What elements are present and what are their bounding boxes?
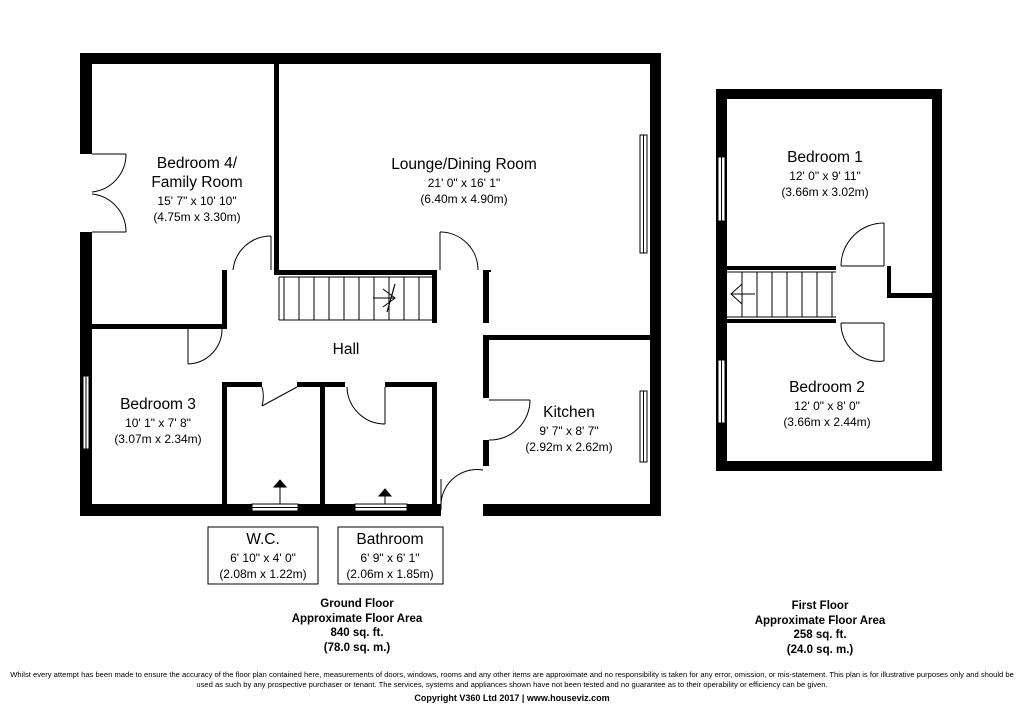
bedroom4-imperial: 15' 7" x 10' 10" <box>157 194 237 208</box>
kitchen-imperial: 9' 7" x 8' 7" <box>539 424 599 438</box>
copyright-text: Copyright V360 Ltd 2017 | www.houseviz.com <box>414 693 610 703</box>
bedroom2-name: Bedroom 2 <box>789 379 865 396</box>
bedroom1-imperial: 12' 0" x 9' 11" <box>789 169 861 183</box>
first-floor-sqm: (24.0 sq. m.) <box>786 643 854 656</box>
bedroom1-metric: (3.66m x 3.02m) <box>781 185 869 199</box>
ground-floor-stairs <box>279 277 432 320</box>
first-floor-area-label: Approximate Floor Area <box>754 614 886 627</box>
bathroom-imperial: 6' 9" x 6' 1" <box>360 551 420 565</box>
lounge-metric: (6.40m x 4.90m) <box>420 192 508 206</box>
bedroom1-name: Bedroom 1 <box>787 149 863 166</box>
bedroom4-name-line1: Bedroom 4/ <box>156 155 238 172</box>
wc-metric: (2.08m x 1.22m) <box>219 567 307 581</box>
bedroom2-metric: (3.66m x 2.44m) <box>783 415 871 429</box>
first-floor-doors <box>841 223 884 361</box>
ground-floor-doors <box>80 154 530 510</box>
ground-floor-summary <box>257 597 457 655</box>
bedroom3-metric: (3.07m x 2.34m) <box>114 432 202 446</box>
kitchen-name: Kitchen <box>543 404 595 421</box>
bathroom-metric: (2.06m x 1.85m) <box>346 567 434 581</box>
ground-floor-sqm: (78.0 sq. m.) <box>323 641 391 654</box>
ground-floor-area-label: Approximate Floor Area <box>291 612 423 625</box>
lounge-name: Lounge/Dining Room <box>391 156 537 173</box>
kitchen-metric: (2.92m x 2.62m) <box>525 440 613 454</box>
disclaimer-text: Whilst every attempt has been made to ensure the accuracy of the floor plan contained here, measurements of doors, windows, rooms and any other items are approximate and no responsibility is taken for any error, omission, or mis-statement. This plan is for illustrative purposes only and should be used as such by any prospective purchaser or tenant. The services, systems and appliances shown have not been tested and no guarantee as to their operability or efficiency can be given. <box>10 670 1014 689</box>
first-floor-summary <box>720 599 920 657</box>
hall-name: Hall <box>332 341 360 358</box>
wc-name: W.C. <box>246 531 280 548</box>
lounge-imperial: 21' 0" x 16' 1" <box>427 176 501 190</box>
first-floor-stairs <box>727 272 836 317</box>
bedroom4-name-line2: Family Room <box>151 174 243 191</box>
first-floor-walls <box>716 89 942 471</box>
first-floor-title: First Floor <box>791 600 849 612</box>
ground-floor-sqft: 840 sq. ft. <box>330 627 384 639</box>
bedroom3-imperial: 10' 1" x 7' 8" <box>125 416 191 430</box>
first-floor-sqft: 258 sq. ft. <box>793 629 847 641</box>
ground-floor-windows <box>83 135 647 511</box>
room-labels <box>114 149 870 581</box>
bedroom3-name: Bedroom 3 <box>120 396 196 413</box>
room-pointer-arrows <box>274 480 391 504</box>
bedroom2-imperial: 12' 0" x 8' 0" <box>794 399 860 413</box>
bathroom-name: Bathroom <box>356 531 424 548</box>
ground-floor-title: Ground Floor <box>320 598 394 610</box>
bedroom4-metric: (4.75m x 3.30m) <box>153 210 241 224</box>
wc-imperial: 6' 10" x 4' 0" <box>230 551 296 565</box>
